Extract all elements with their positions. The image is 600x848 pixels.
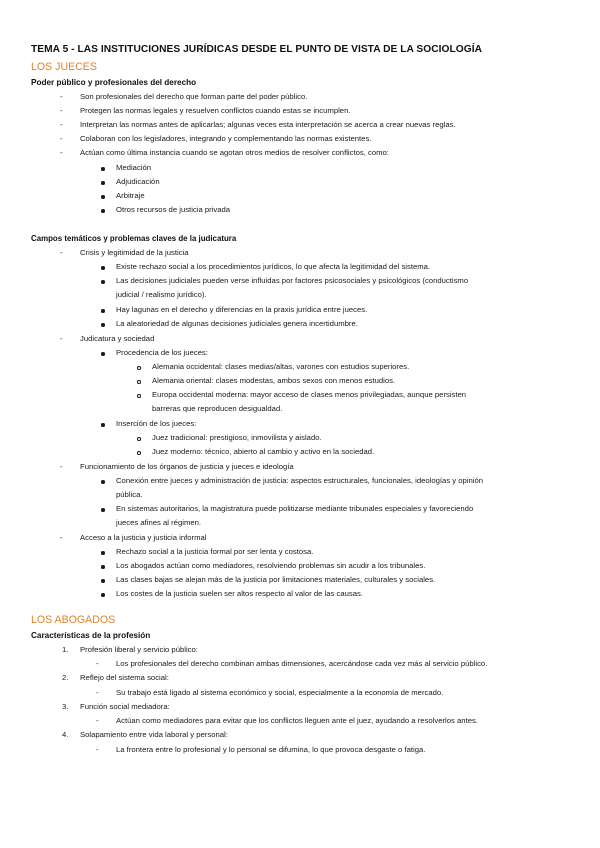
circle-bullet-icon: [137, 451, 141, 455]
list-item: Mediación: [116, 163, 152, 172]
circle-bullet-icon: [137, 380, 141, 384]
bullet-icon: [101, 593, 105, 597]
dash-marker: -: [96, 659, 99, 668]
bullet-icon: [101, 181, 105, 185]
numbered-item-detail: Su trabajo está ligado al sistema económico y social, especialmente a la economía de mercado.: [116, 688, 444, 697]
circle-bullet-icon: [137, 366, 141, 370]
subheading-poder-publico: Poder público y profesionales del derecho: [31, 78, 197, 87]
document-title: TEMA 5 - LAS INSTITUCIONES JURÍDICAS DESDE EL PUNTO DE VISTA DE LA SOCIOLOGÍA: [31, 44, 483, 55]
list-item: En sistemas autoritarios, la magistratura puede politizarse mediante tribunales especiales y favoreciendo: [116, 504, 474, 513]
list-item-continuation: barreras que reproducen desigualdad.: [152, 404, 283, 413]
circle-bullet-icon: [137, 437, 141, 441]
list-item: Rechazo social a la justicia formal por ser lenta y costosa.: [116, 547, 314, 556]
bullet-icon: [101, 323, 105, 327]
dash-marker: -: [60, 334, 63, 343]
bullet-icon: [101, 266, 105, 270]
list-item: Alemania occidental: clases medias/altas, varones con estudios superiores.: [152, 362, 410, 371]
dash-marker: -: [60, 148, 63, 157]
numbered-item-detail: La frontera entre lo profesional y lo personal se difumina, lo que provoca desgaste o fatiga.: [116, 745, 426, 754]
subheading-caracteristicas: Características de la profesión: [31, 631, 151, 640]
list-item-continuation: jueces afines al régimen.: [116, 518, 202, 527]
list-item: La aleatoriedad de algunas decisiones judiciales genera incertidumbre.: [116, 319, 358, 328]
list-item: Colaboran con los legisladores, integrando y complementando las normas existentes.: [80, 134, 372, 143]
bullet-icon: [101, 280, 105, 284]
bullet-icon: [101, 551, 105, 555]
list-number: 1.: [62, 645, 69, 654]
list-item: Los abogados actúan como mediadores, resolviendo problemas sin acudir a los tribunales.: [116, 561, 426, 570]
dash-marker: -: [60, 248, 63, 257]
dash-marker: -: [60, 134, 63, 143]
list-item: Las decisiones judiciales pueden verse influidas por factores psicosociales y psicológicos (conductismo: [116, 276, 469, 285]
list-item: Juez tradicional: prestigioso, inmovilista y aislado.: [152, 433, 322, 442]
list-item: Alemania oriental: clases modestas, ambos sexos con menos estudios.: [152, 376, 396, 385]
list-item: Actúan como última instancia cuando se agotan otros medios de resolver conflictos, como:: [80, 148, 389, 157]
bullet-icon: [101, 352, 105, 356]
list-number: 3.: [62, 702, 69, 711]
list-item: Inserción de los jueces:: [116, 419, 197, 428]
bullet-icon: [101, 309, 105, 313]
bullet-icon: [101, 195, 105, 199]
dash-marker: -: [96, 745, 99, 754]
topic-label: Acceso a la justicia y justicia informal: [80, 533, 207, 542]
topic-label: Crisis y legitimidad de la justicia: [80, 248, 189, 257]
bullet-icon: [101, 480, 105, 484]
list-item: Los costes de la justicia suelen ser altos respecto al valor de las causas.: [116, 589, 363, 598]
bullet-icon: [101, 565, 105, 569]
bullet-icon: [101, 423, 105, 427]
bullet-icon: [101, 209, 105, 213]
list-item: Arbitraje: [116, 191, 145, 200]
bullet-icon: [101, 508, 105, 512]
numbered-item-label: Función social mediadora:: [80, 702, 170, 711]
section-heading-abogados: LOS ABOGADOS: [31, 614, 116, 626]
list-item-continuation: judicial / realismo jurídico).: [116, 290, 207, 299]
list-number: 2.: [62, 673, 69, 682]
list-item: Protegen las normas legales y resuelven conflictos cuando estas se incumplen.: [80, 106, 351, 115]
topic-label: Funcionamiento de los órganos de justicia y jueces e ideología: [80, 462, 294, 471]
list-item: Juez moderno: técnico, abierto al cambio y activo en la sociedad.: [152, 447, 375, 456]
dash-marker: -: [60, 92, 63, 101]
list-item: Europa occidental moderna: mayor acceso de clases menos privilegiadas, aunque persisten: [152, 390, 467, 399]
numbered-item-detail: Los profesionales del derecho combinan ambas dimensiones, acercándose cada vez más al servicio público.: [116, 659, 488, 668]
list-item: Conexión entre jueces y administración de justicia: aspectos estructurales, funcionales, ideologías y opinión: [116, 476, 484, 485]
circle-bullet-icon: [137, 394, 141, 398]
list-item: Otros recursos de justicia privada: [116, 205, 231, 214]
list-item: Son profesionales del derecho que forman parte del poder público.: [80, 92, 308, 101]
bullet-icon: [101, 579, 105, 583]
dash-marker: -: [60, 462, 63, 471]
dash-marker: -: [96, 688, 99, 697]
list-item-continuation: pública.: [116, 490, 143, 499]
bullet-icon: [101, 167, 105, 171]
list-item: Interpretan las normas antes de aplicarlas; algunas veces esta interpretación se acerca a crear nuevas reglas.: [80, 120, 456, 129]
list-item: Las clases bajas se alejan más de la justicia por limitaciones materiales, culturales y sociales.: [116, 575, 436, 584]
numbered-item-label: Reflejo del sistema social:: [80, 673, 169, 682]
numbered-item-label: Solapamiento entre vida laboral y personal:: [80, 730, 228, 739]
list-item: Adjudicación: [116, 177, 160, 186]
dash-marker: -: [96, 716, 99, 725]
dash-marker: -: [60, 120, 63, 129]
list-number: 4.: [62, 730, 69, 739]
list-item: Hay lagunas en el derecho y diferencias en la praxis jurídica entre jueces.: [116, 305, 368, 314]
numbered-item-label: Profesión liberal y servicio público:: [80, 645, 198, 654]
numbered-item-detail: Actúan como mediadores para evitar que los conflictos lleguen ante el juez, ayudando a resolverlos antes.: [116, 716, 478, 725]
dash-marker: -: [60, 106, 63, 115]
list-item: Existe rechazo social a los procedimientos jurídicos, lo que afecta la legitimidad del sistema.: [116, 262, 431, 271]
subheading-campos-tematicos: Campos temáticos y problemas claves de la judicatura: [31, 234, 237, 243]
list-item: Procedencia de los jueces:: [116, 348, 208, 357]
topic-label: Judicatura y sociedad: [80, 334, 155, 343]
section-heading-jueces: LOS JUECES: [31, 61, 97, 73]
dash-marker: -: [60, 533, 63, 542]
